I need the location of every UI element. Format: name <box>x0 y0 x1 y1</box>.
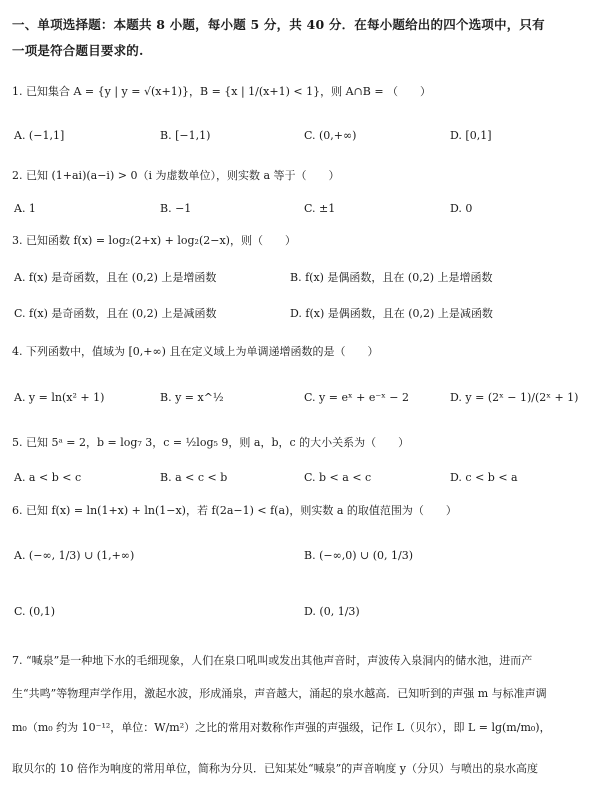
question-1-option-b: B. [−1,1) <box>160 129 211 142</box>
question-4-option-c: C. y = eˣ + e⁻ˣ − 2 <box>304 391 410 404</box>
question-6-stem: 6. 已知 f(x) = ln(1+x) + ln(1−x)，若 f(2a−1) < f(a)，则实数 a 的取值范围为（ ） <box>12 504 457 517</box>
question-1-stem: 1. 已知集合 A = {y | y = √(x+1)}，B = {x | 1/(x+1) < 1}，则 A∩B = （ ） <box>12 85 432 98</box>
question-2-option-d: D. 0 <box>450 202 473 215</box>
question-2-option-c: C. ±1 <box>304 202 336 215</box>
question-1-option-c: C. (0,+∞) <box>304 129 357 142</box>
question-4-option-d: D. y = (2ˣ − 1)/(2ˣ + 1) <box>450 391 579 404</box>
question-5-option-a: A. a < b < c <box>14 471 82 484</box>
question-3-stem: 3. 已知函数 f(x) = log₂(2+x) + log₂(2−x)，则（ ） <box>12 234 296 247</box>
question-6-option-d: D. (0, 1/3) <box>304 605 360 618</box>
question-7-line-1: 7. “喊泉”是一种地下水的毛细现象，人们在泉口吼叫或发出其他声音时，声波传入泉洞内的储水池，进而产 <box>12 654 533 667</box>
question-5-option-d: D. c < b < a <box>450 471 518 484</box>
question-1-option-d: D. [0,1] <box>450 129 492 142</box>
question-6-option-b: B. (−∞,0) ∪ (0, 1/3) <box>304 549 414 562</box>
question-3-option-a: A. f(x) 是奇函数，且在 (0,2) 上是增函数 <box>14 271 217 284</box>
question-5-option-c: C. b < a < c <box>304 471 372 484</box>
question-5-stem: 5. 已知 5ᵃ = 2，b = log₇ 3，c = ½log₅ 9，则 a，b，c 的大小关系为（ ） <box>12 436 410 449</box>
question-3-option-c: C. f(x) 是奇函数，且在 (0,2) 上是减函数 <box>14 307 217 320</box>
question-1-option-a: A. (−1,1] <box>14 129 65 142</box>
question-2-option-b: B. −1 <box>160 202 192 215</box>
question-5-option-b: B. a < c < b <box>160 471 228 484</box>
question-2-option-a: A. 1 <box>14 202 36 215</box>
question-7-line-3: m₀（m₀ 约为 10⁻¹²，单位：W/m²）之比的常用对数称作声强的声强级，记作 L（贝尔），即 L = lg(m/m₀)， <box>12 721 551 734</box>
question-7-line-2: 生“共鸣”等物理声学作用，激起水波，形成涌泉，声音越大，涌起的泉水越高．已知听到的声强 m 与标准声调 <box>12 687 547 700</box>
question-4-stem: 4. 下列函数中，值域为 [0,+∞) 且在定义域上为单调递增函数的是（ ） <box>12 345 379 358</box>
question-6-option-c: C. (0,1) <box>14 605 56 618</box>
question-6-option-a: A. (−∞, 1/3) ∪ (1,+∞) <box>14 549 135 562</box>
question-4-option-b: B. y = x^½ <box>160 391 224 404</box>
section-heading-line-1: 一、单项选择题：本题共 8 小题，每小题 5 分，共 40 分．在每小题给出的四个选项中，只有 <box>12 17 545 32</box>
question-3-option-b: B. f(x) 是偶函数，且在 (0,2) 上是增函数 <box>290 271 493 284</box>
question-3-option-d: D. f(x) 是偶函数，且在 (0,2) 上是减函数 <box>290 307 493 320</box>
question-4-option-a: A. y = ln(x² + 1) <box>14 391 105 404</box>
question-7-line-4: 取贝尔的 10 倍作为响度的常用单位，简称为分贝．已知某处“喊泉”的声音响度 y（分贝）与喷出的泉水高度 <box>12 762 538 775</box>
section-heading-line-2: 一项是符合题目要求的. <box>12 43 144 58</box>
question-2-stem: 2. 已知 (1+ai)(a−i) > 0（i 为虚数单位），则实数 a 等于（ ） <box>12 169 340 182</box>
